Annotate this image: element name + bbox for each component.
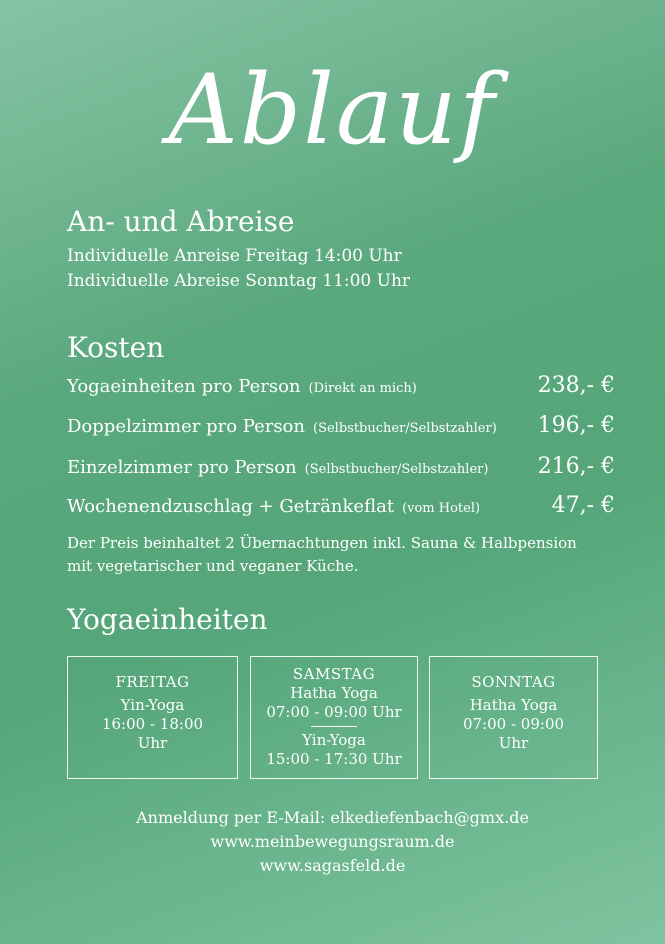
cost-label — [67, 496, 480, 517]
footer-website-link[interactable]: www.meinbewegungsraum.de — [210, 832, 455, 851]
price-note — [67, 532, 607, 578]
page-title: Ablauf — [168, 54, 497, 166]
cost-label-text: Yogaeinheiten pro Person — [67, 376, 301, 397]
travel-heading: An- und Abreise — [67, 205, 295, 238]
cost-note: (Direkt an mich) — [308, 381, 417, 396]
day-label: FREITAG — [115, 673, 190, 691]
session-time: 07:00 - 09:00 Uhr — [266, 703, 402, 721]
departure-line: Individuelle Abreise Sonntag 11:00 Uhr — [67, 271, 411, 291]
session-time: 16:00 - 18:00 — [101, 715, 204, 733]
day-label: SAMSTAG — [292, 665, 376, 683]
cost-row-yoga — [67, 372, 615, 400]
session-time: 15:00 - 17:30 Uhr — [266, 750, 402, 768]
footer-website-link[interactable]: www.sagasfeld.de — [259, 856, 406, 875]
cost-label — [67, 376, 417, 397]
cost-price: 216,- € — [537, 454, 615, 479]
session-divider — [311, 726, 357, 727]
session-name: Hatha Yoga — [290, 684, 378, 702]
cost-note: (Selbstbucher/Selbstzahler) — [313, 421, 497, 436]
cost-row-weekend — [67, 492, 615, 520]
cost-note: (vom Hotel) — [402, 501, 481, 516]
footer — [0, 806, 665, 878]
cost-price: 238,- € — [537, 373, 615, 398]
schedule-friday — [67, 656, 238, 779]
cost-label — [67, 457, 488, 478]
session-name: Yin-Yoga — [302, 731, 366, 749]
day-label: SONNTAG — [471, 673, 556, 691]
cost-label — [67, 416, 497, 437]
cost-row-single-room — [67, 453, 615, 481]
session-unit: Uhr — [137, 734, 168, 752]
cost-row-double-room — [67, 412, 615, 440]
yoga-heading: Yogaeinheiten — [67, 603, 268, 636]
session-name: Hatha Yoga — [469, 696, 558, 714]
arrival-line: Individuelle Anreise Freitag 14:00 Uhr — [67, 246, 402, 266]
session-unit: Uhr — [498, 734, 529, 752]
price-note-line: Der Preis beinhaltet 2 Übernachtungen inkl. Sauna & Halbpension — [67, 534, 577, 552]
cost-price: 196,- € — [537, 413, 615, 438]
session-name: Yin-Yoga — [120, 696, 185, 714]
schedule-sunday — [429, 656, 598, 779]
cost-label-text: Doppelzimmer pro Person — [67, 416, 305, 437]
cost-label-text: Wochenendzuschlag + Getränkeflat — [67, 496, 395, 517]
session-time: 07:00 - 09:00 — [462, 715, 565, 733]
costs-heading: Kosten — [67, 331, 165, 364]
price-note-line: mit vegetarischer und veganer Küche. — [67, 557, 359, 575]
schedule-saturday — [250, 656, 418, 779]
cost-label-text: Einzelzimmer pro Person — [67, 457, 297, 478]
cost-price: 47,- € — [551, 493, 615, 518]
footer-email-line[interactable]: Anmeldung per E-Mail: elkediefenbach@gmx.de — [136, 808, 529, 827]
cost-note: (Selbstbucher/Selbstzahler) — [304, 462, 489, 477]
